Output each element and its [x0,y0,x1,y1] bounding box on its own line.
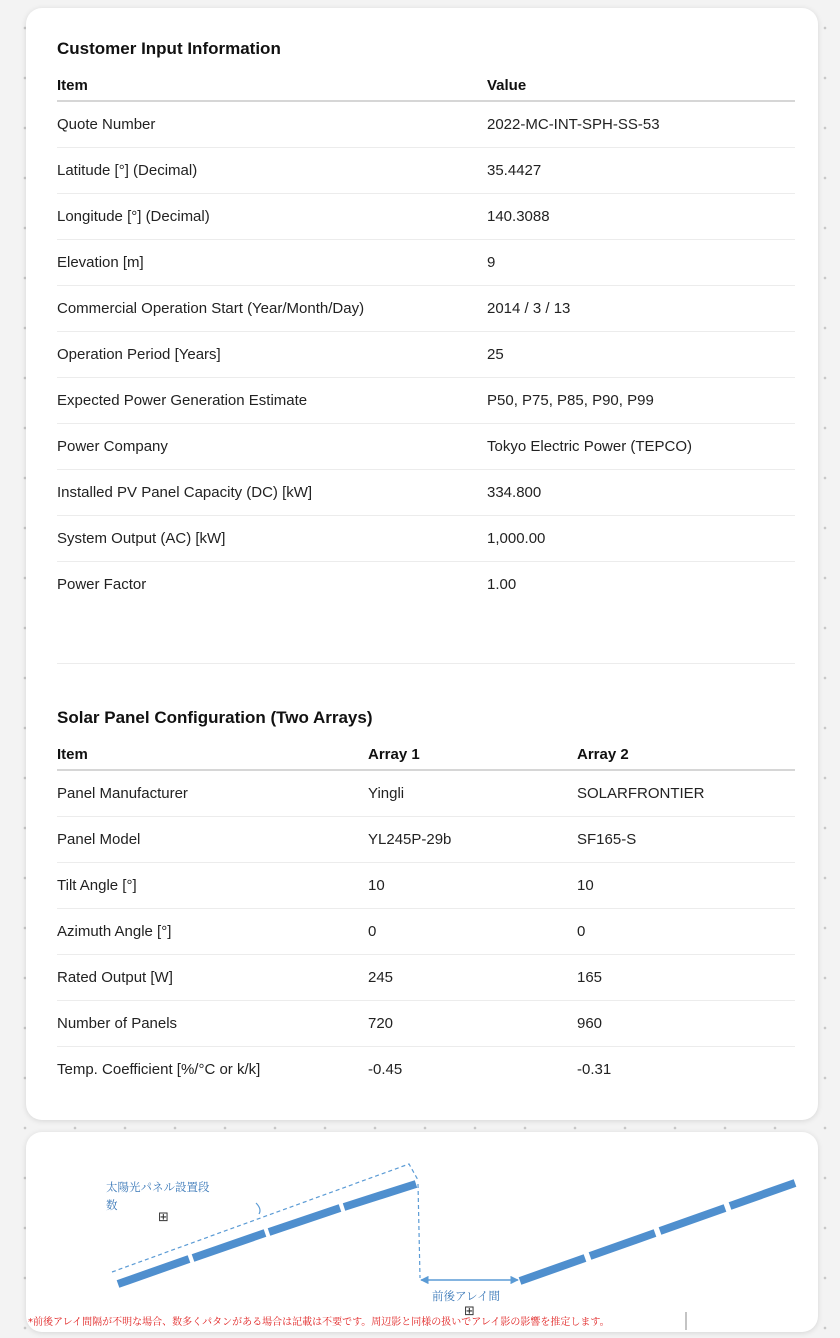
customer-input-title: Customer Input Information [57,39,281,58]
table-row [57,516,795,562]
row-item: Latitude [°] (Decimal) [57,148,487,194]
array-spacing-label: 前後アレイ間 [432,1289,500,1303]
bracket-tick [256,1203,260,1214]
table-header-row [57,739,795,770]
row-item: Operation Period [Years] [57,332,487,378]
column-header-array-2: Array 2 [577,739,795,770]
solar-panel [344,1184,416,1207]
row-item: Tilt Angle [°] [57,863,368,909]
row-item: Elevation [m] [57,240,487,286]
solar-panel [660,1208,725,1231]
column-header-item: Item [57,70,487,101]
table-header-row [57,70,795,101]
row-value: 1,000.00 [487,516,795,562]
row-array-2: 10 [577,863,795,909]
row-value: 140.3088 [487,194,795,240]
table-row [57,240,795,286]
row-array-1: 720 [368,1001,577,1047]
row-value: 35.4427 [487,148,795,194]
table-row [57,562,795,608]
row-item: Power Factor [57,576,147,593]
panel-rows-label: 太陽光パネル設置段 [106,1180,210,1194]
column-header-value: Value [487,70,795,101]
table-row [57,1001,795,1047]
table-row [57,817,795,863]
solar-panel [193,1233,265,1258]
row-item: Panel Manufacturer [57,770,368,817]
row-item: Panel Model [57,817,368,863]
row-array-2: SOLARFRONTIER [577,770,795,817]
solar-config-table [57,739,795,1092]
table-row [57,194,795,240]
solar-panel [118,1259,189,1284]
front-array [118,1184,416,1284]
row-item: Commercial Operation Start (Year/Month/Day) [57,286,487,332]
table-row [57,863,795,909]
row-value: 1.00 [487,576,517,593]
row-item: Quote Number [57,101,487,148]
customer-input-table [57,70,795,607]
row-array-1: 10 [368,863,577,909]
row-item: Expected Power Generation Estimate [57,378,487,424]
row-array-2: 960 [577,1001,795,1047]
row-value: 2014 / 3 / 13 [487,286,795,332]
row-value: 25 [487,332,795,378]
array-diagram-card [26,1132,818,1332]
row-item: Installed PV Panel Capacity (DC) [kW] [57,470,487,516]
main-card [26,8,818,1120]
row-item: Number of Panels [57,1001,368,1047]
array-spacing-diagram [26,1132,818,1332]
table-row [57,470,795,516]
table-row [57,1047,795,1093]
row-array-1: 245 [368,955,577,1001]
row-value: 9 [487,240,795,286]
solar-config-title: Solar Panel Configuration (Two Arrays) [57,708,373,727]
table-row [57,148,795,194]
table-row [57,332,795,378]
row-value: 334.800 [487,470,795,516]
row-value: 2022-MC-INT-SPH-SS-53 [487,101,795,148]
table-row [57,286,795,332]
row-array-1: 0 [368,909,577,955]
solar-panel [520,1258,585,1281]
row-array-2: SF165-S [577,817,795,863]
table-row [57,909,795,955]
array-edge-guide [418,1184,420,1278]
row-value: P50, P75, P85, P90, P99 [487,378,795,424]
row-item: Rated Output [W] [57,955,368,1001]
row-array-1: YL245P-29b [368,817,577,863]
solar-panel [590,1233,655,1256]
row-item: Temp. Coefficient [%/°C or k/k] [57,1061,261,1078]
expand-icon[interactable]: ⊞ [464,1304,475,1319]
row-value: Tokyo Electric Power (TEPCO) [487,424,795,470]
row-array-2: -0.31 [577,1061,612,1078]
footnote: *前後アレイ間隔が不明な場合、数多くパタンがある場合は記載は不要です。周辺影と同様の扱いでアレイ影の影響を推定します。 [28,1317,610,1328]
solar-panel [730,1183,795,1206]
row-array-1: Yingli [368,770,577,817]
section-divider [57,663,795,664]
table-row [57,770,795,817]
row-item: System Output (AC) [kW] [57,516,487,562]
expand-icon[interactable]: ⊞ [158,1210,169,1225]
row-item: Longitude [°] (Decimal) [57,194,487,240]
table-row [57,378,795,424]
table-row [57,101,795,148]
table-row [57,955,795,1001]
row-array-2: 165 [577,955,795,1001]
table-row [57,424,795,470]
column-header-array-1: Array 1 [368,739,577,770]
column-header-item: Item [57,739,368,770]
back-array [520,1183,795,1281]
panel-rows-label-line2: 数 [106,1198,118,1212]
row-array-2: 0 [577,909,795,955]
row-item: Power Company [57,424,487,470]
row-array-1: -0.45 [368,1061,403,1078]
row-item: Azimuth Angle [°] [57,909,368,955]
